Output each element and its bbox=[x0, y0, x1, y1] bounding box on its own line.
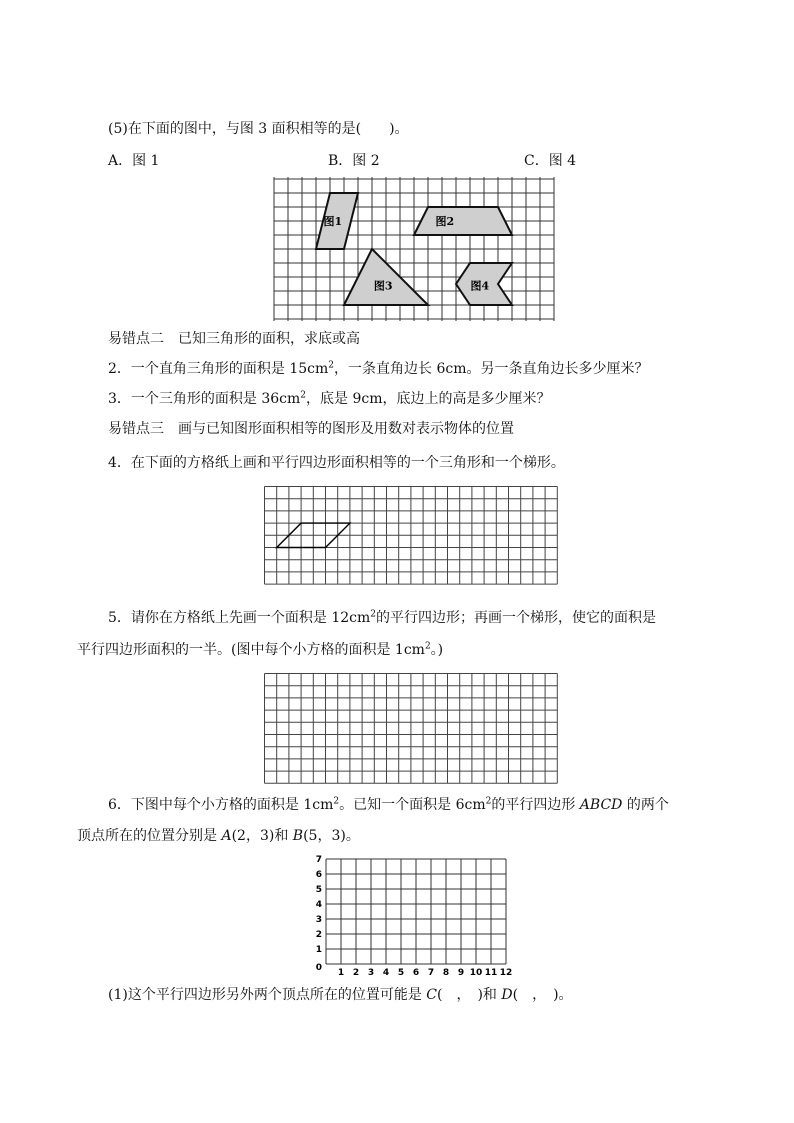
question-5-text: (5)在下面的图中，与图 3 面积相等的是( )。 bbox=[108, 121, 409, 137]
q6-l1-d: 的两个 bbox=[622, 797, 669, 813]
y-tick-label: 1 bbox=[315, 945, 322, 955]
x-tick-label: 8 bbox=[442, 968, 450, 978]
question-6-line1 bbox=[108, 795, 669, 815]
question-6-line2 bbox=[77, 826, 360, 846]
y-tick-label: 5 bbox=[315, 885, 322, 895]
x-tick-label: 5 bbox=[397, 968, 405, 978]
shape-figure-2 bbox=[414, 207, 512, 235]
origin-label: 0 bbox=[315, 963, 322, 973]
q6-l2-A: A bbox=[221, 828, 232, 844]
question-5-line1 bbox=[108, 608, 656, 628]
x-tick-label: 11 bbox=[484, 968, 498, 978]
q6-l2-a: 顶点所在的位置分别是 bbox=[77, 828, 222, 844]
x-tick-label: 4 bbox=[382, 968, 390, 978]
q6-s1-b: ( ， )和 bbox=[437, 987, 502, 1003]
grid-q4 bbox=[264, 486, 564, 596]
q6-s1-C: C bbox=[426, 987, 437, 1003]
x-tick-label: 7 bbox=[427, 968, 435, 978]
coordinate-grid-q6 bbox=[310, 852, 520, 978]
option-a: A．图 1 bbox=[108, 153, 160, 169]
figure-label-1: 图1 bbox=[323, 215, 343, 229]
q3-sup: 2 bbox=[300, 390, 307, 401]
option-b: B．图 2 bbox=[328, 153, 380, 169]
q5-l2-a: 平行四边形面积的一半。(图中每个小方格的面积是 1cm bbox=[77, 642, 425, 658]
question-2 bbox=[108, 359, 649, 379]
q5-l1-b: 的平行四边形；再画一个梯形，使它的面积是 bbox=[376, 610, 657, 626]
q2-text-a: 2．一个直角三角形的面积是 15cm bbox=[108, 361, 329, 377]
section-3-title: 易错点三 画与已知图形面积相等的图形及用数对表示物体的位置 bbox=[108, 421, 514, 437]
q2-sup: 2 bbox=[328, 360, 335, 371]
q6-l2-b: (2，3)和 bbox=[231, 828, 293, 844]
q3-text-a: 3．一个三角形的面积是 36cm bbox=[108, 391, 301, 407]
x-tick-label: 6 bbox=[412, 968, 420, 978]
q5-l1-sup: 2 bbox=[370, 609, 377, 620]
q6-l2-B: B bbox=[292, 828, 304, 844]
y-tick-label: 6 bbox=[315, 870, 322, 880]
figure-label-3: 图3 bbox=[373, 279, 393, 293]
q5-l2-b: 。) bbox=[430, 642, 444, 658]
x-tick-label: 9 bbox=[457, 968, 465, 978]
x-tick-label: 2 bbox=[352, 968, 360, 978]
q6-s1-D: D bbox=[501, 987, 513, 1003]
x-tick-label: 10 bbox=[469, 968, 483, 978]
question-6-sub1 bbox=[108, 985, 573, 1005]
section-2-title: 易错点二 已知三角形的面积，求底或高 bbox=[108, 331, 360, 347]
q6-l2-c: (5，3)。 bbox=[303, 828, 360, 844]
figure-grid-q5 bbox=[274, 179, 554, 319]
x-tick-label: 3 bbox=[367, 968, 375, 978]
q6-l1-sup1: 2 bbox=[333, 796, 340, 807]
question-5-line2 bbox=[77, 640, 443, 660]
q6-l1-c: 的平行四边形 bbox=[491, 797, 580, 813]
q6-s1-c: ( ， )。 bbox=[512, 987, 573, 1003]
y-tick-label: 2 bbox=[315, 930, 322, 940]
grid-q5 bbox=[264, 673, 564, 783]
question-3 bbox=[108, 389, 551, 409]
figure-label-2: 图2 bbox=[435, 215, 455, 229]
x-tick-label: 12 bbox=[499, 968, 513, 978]
q6-l1-b: 。已知一个面积是 6cm bbox=[339, 797, 486, 813]
q5-l2-sup: 2 bbox=[424, 641, 431, 652]
q6-l1-abcd: ABCD bbox=[579, 797, 623, 813]
y-tick-label: 3 bbox=[315, 915, 322, 925]
q6-s1-a: (1)这个平行四边形另外两个顶点所在的位置可能是 bbox=[108, 987, 427, 1003]
q6-l1-sup2: 2 bbox=[485, 796, 492, 807]
q2-text-b: ，一条直角边长 6cm。另一条直角边长多少厘米？ bbox=[334, 361, 649, 377]
question-4: 4．在下面的方格纸上画和平行四边形面积相等的一个三角形和一个梯形。 bbox=[108, 455, 565, 471]
y-tick-label: 7 bbox=[315, 855, 322, 865]
figure-label-4: 图4 bbox=[470, 279, 490, 293]
option-c: C．图 4 bbox=[524, 153, 577, 169]
y-tick-label: 4 bbox=[315, 900, 322, 910]
q6-l1-a: 6．下图中每个小方格的面积是 1cm bbox=[108, 797, 334, 813]
q3-text-b: ，底是 9cm，底边上的高是多少厘米？ bbox=[306, 391, 551, 407]
x-tick-label: 1 bbox=[337, 968, 345, 978]
q5-l1-a: 5．请你在方格纸上先画一个面积是 12cm bbox=[108, 610, 371, 626]
